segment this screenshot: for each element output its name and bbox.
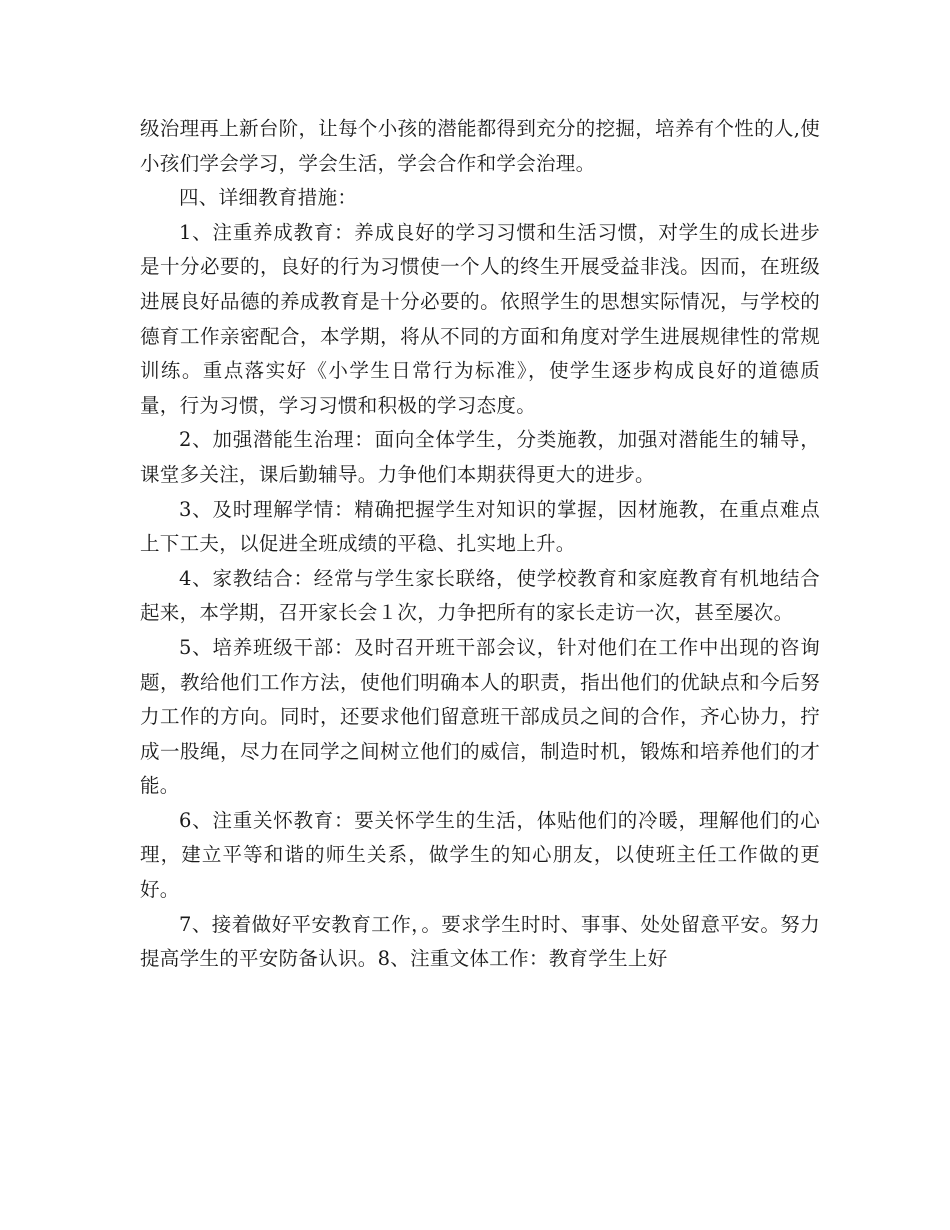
paragraph-continuation: 级治理再上新台阶，让每个小孩的潜能都得到充分的挖掘，培养有个性的人,使小孩们学会学习，学会生活，学会合作和学会治理。 bbox=[140, 117, 820, 175]
paragraph-class-cadres: 5、培养班级干部：及时召开班干部会议，针对他们在工作中出现的咨询题，教给他们工作方法，使他们明确本人的职责，指出他们的优缺点和今后努力工作的方向。同时，还要求他们留意班干部成员之间的合作，齐心协力，拧成一股绳，尽力在同学之间树立他们的威信，制造时机，锻炼和培养他们的才能。 bbox=[140, 635, 820, 798]
paragraph-habit-education: 1、注重养成教育：养成良好的学习习惯和生活习惯，对学生的成长进步是十分必要的，良好的行为习惯使一个人的终生开展受益非浅。因而，在班级进展良好品德的养成教育是十分必要的。依照学生的思想实际情况，与学校的德育工作亲密配合，本学期，将从不同的方面和角度对学生进展规律性的常规训练。重点落实好《小学生日常行为标准》，使学生逐步构成良好的道德质量，行为习惯，学习习惯和积极的学习态度。 bbox=[140, 220, 820, 417]
paragraph-potential-students: 2、加强潜能生治理：面向全体学生，分类施教，加强对潜能生的辅导，课堂多关注，课后勤辅导。力争他们本期获得更大的进步。 bbox=[140, 428, 820, 486]
paragraph-care-education: 6、注重关怀教育：要关怀学生的生活，体贴他们的冷暖，理解他们的心理，建立平等和谐的师生关系，做学生的知心朋友，以使班主任工作做的更好。 bbox=[140, 808, 820, 902]
paragraph-home-school: 4、家教结合：经常与学生家长联络，使学校教育和家庭教育有机地结合起来，本学期，召开家长会１次，力争把所有的家长走访一次，甚至屡次。 bbox=[140, 566, 820, 625]
document-body bbox=[140, 112, 820, 977]
paragraph-learning-status: 3、及时理解学情：精确把握学生对知识的掌握，因材施教，在重点难点上下工夫，以促进全班成绩的平稳、扎实地上升。 bbox=[140, 497, 820, 556]
section-heading-measures: 四、详细教育措施： bbox=[179, 186, 358, 210]
paragraph-safety-education: 7、接着做好平安教育工作，。要求学生时时、事事、处处留意平安。努力提高学生的平安防备认识。8、注重文体工作：教育学生上好 bbox=[140, 912, 820, 971]
